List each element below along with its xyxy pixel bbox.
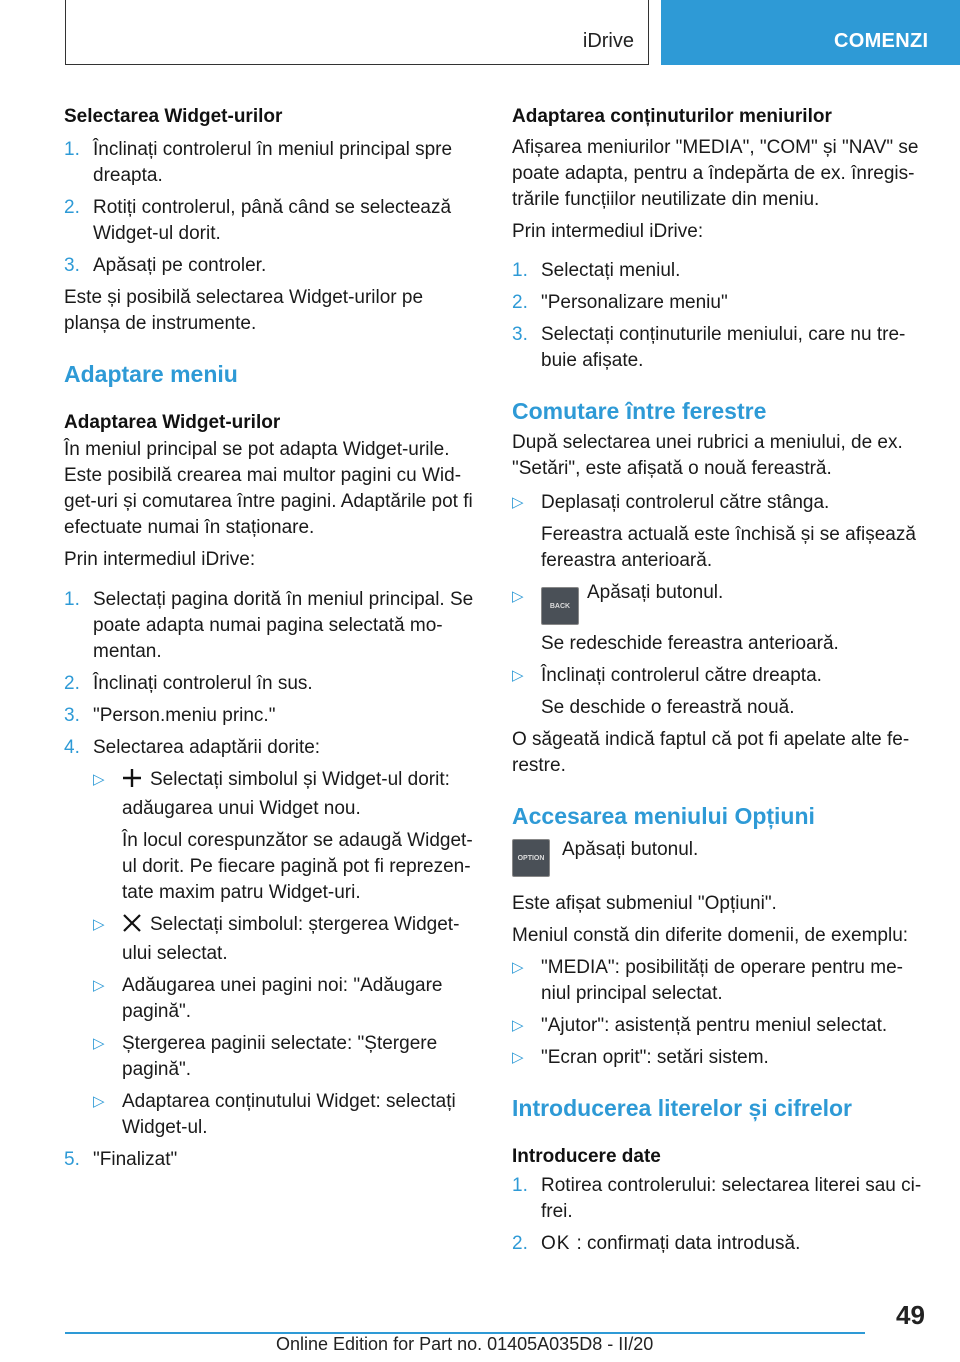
ok-icon: OK [541,1233,571,1254]
menu-content-steps [512,258,932,374]
selection-title: Selectarea Widget-urilor [64,106,283,127]
close-icon [122,913,142,941]
menu-content-title: Adaptarea conținuturilor meniurilor [512,106,832,127]
input-data-title: Introducere date [512,1146,661,1167]
list-item: 5. "Finalizat" [64,1149,178,1170]
list-item: 2. Înclinați controlerul în sus. [64,673,313,694]
list-item: 3. Selectați conținuturile meniului, care nu tre-buie afișate. [512,324,906,371]
switch-windows-list [512,490,932,721]
header-section-box [65,0,649,65]
list-item: 2. OK : confirmați data introdusă. [512,1233,801,1254]
list-item: 3. "Person.meniu princ." [64,705,276,726]
list-item: 4. Selectarea adaptării dorite: ▷ Selectați simbolul și Widget-ul dorit: adăugarea unui Widget nou. În locul corespunzător se adaugă Widget-ul dorit. Pe fiecare pagină pot fi reprezen-tate maxim patru Widget-uri. ▷ Selectați simbolul: ștergerea Widget-ului selectat. ▷ Adăugarea unei pagini noi: "Adăugare pagină". ▷ Ștergerea paginii selectate: "Ștergere pagină". ▷ Adaptarea conținutului Widget: selectați Widget-ul. [64,735,484,1141]
header-chapter-tab [661,0,960,65]
options-press-text: Apăsați butonul. [562,839,699,860]
header-chapter-label: COMENZI [834,30,929,52]
list-item: ▷ Selectați simbolul: ștergerea Widget-ului selectat. [93,914,460,964]
adapt-via-idrive: Prin intermediul iDrive: [64,549,256,570]
left-column [64,103,484,1173]
list-item: ▷ Ștergerea paginii selectate: "Ștergere pagină". [93,1033,438,1080]
list-item: ▷ "MEDIA": posibilități de operare pentru me-niul principal selectat. [512,957,903,1004]
header-section-title: iDrive [582,30,634,52]
list-item: 1. Rotirea controlerului: selectarea literei sau ci-frei. [512,1175,922,1222]
list-item: 1. Selectați meniul. [512,260,681,281]
options-list [512,955,932,1071]
switch-b2-note: Se redeschide fereastra anterioară. [541,633,839,654]
switch-windows-paragraph: După selectarea unei rubrici a meniului, de ex. "Setări", este afișată o nouă fereastră. [512,432,903,479]
menu-via-idrive: Prin intermediul iDrive: [512,221,704,242]
list-item: 2. Rotiți controlerul, până când se selectează Widget-ul dorit. [64,197,452,244]
switch-b1-note: Fereastra actuală este închisă și se afișează fereastra anterioară. [541,524,916,571]
list-item: ▷ Înclinați controlerul către dreapta. Se deschide o fereastră nouă. [512,663,932,721]
adapt-steps [64,587,484,1173]
menu-content-paragraph: Afișarea meniurilor "MEDIA", "COM" și "NAV" se poate adapta, pentru a îndepărta de ex. înregis-trările funcțiilor neutilizate din meniu. [512,137,919,210]
switch-arrow-note: O săgeată indică faptul că pot fi apelate alte fe-restre. [512,729,910,776]
list-item: ▷ Deplasați controlerul către stânga. Fereastra actuală este închisă și se afișează fereastra anterioară. [512,490,932,574]
add-widget-note: În locul corespunzător se adaugă Widget-ul dorit. Pe fiecare pagină pot fi reprezen-tate maxim patru Widget-uri. [122,830,473,903]
plus-icon [122,768,142,796]
switch-windows-heading: Comutare între ferestre [512,398,767,424]
list-item: ▷ Selectați simbolul și Widget-ul dorit: adăugarea unui Widget nou. În locul corespunzător se adaugă Widget-ul dorit. Pe fiecare pagină pot fi reprezen-tate maxim patru Widget-uri. [93,767,484,906]
adapt-menu-heading: Adaptare meniu [64,361,238,387]
list-item: 1. Selectați pagina dorită în meniul principal. Se poate adapta numai pagina selectată mo-mentan. [64,589,474,662]
options-shown: Este afișat submeniul "Opțiuni". [512,893,777,914]
adapt-widgets-paragraph: În meniul principal se pot adapta Widget-urile. Este posibilă crearea mai multor pagini cu Wid-get-uri și comutarea între pagini. Adaptările pot fi efectuate numai în staționare. [64,439,473,538]
selection-steps [64,137,484,279]
list-item: ▷ BACKApăsați butonul. Se redeschide fereastra anterioară. [512,580,932,657]
options-press-row [512,837,932,877]
input-letters-heading: Introducerea literelor și cifrelor [512,1095,853,1121]
list-item: ▷ Adăugarea unei pagini noi: "Adăugare pagină". [93,975,443,1022]
options-consists: Meniul constă din diferite domenii, de exemplu: [512,925,909,946]
back-button-icon: BACK [541,587,579,625]
list-item: 1. Înclinați controlerul în meniul principal spre dreapta. [64,139,453,186]
selection-note: Este și posibilă selectarea Widget-urilor pe planșa de instrumente. [64,287,424,334]
adapt-widgets-title: Adaptarea Widget-urilor [64,412,281,433]
list-item: ▷ "Ecran oprit": setări sistem. [512,1047,769,1068]
list-item: ▷ "Ajutor": asistență pentru meniul selectat. [512,1015,888,1036]
options-menu-heading: Accesarea meniului Opțiuni [512,803,815,829]
adapt-options-list [93,767,484,1141]
input-data-steps [512,1173,932,1257]
footer-edition: Online Edition for Part no. 01405A035D8 - II/20 [276,1334,654,1354]
list-item: ▷ Adaptarea conținutului Widget: selectați Widget-ul. [93,1091,456,1138]
list-item: 3. Apăsați pe controler. [64,255,267,276]
list-item: 2. "Personalizare meniu" [512,292,728,313]
right-column [512,103,932,1257]
option-button-icon: OPTION [512,839,550,877]
switch-b3-note: Se deschide o fereastră nouă. [541,697,795,718]
page-number: 49 [896,1300,925,1330]
